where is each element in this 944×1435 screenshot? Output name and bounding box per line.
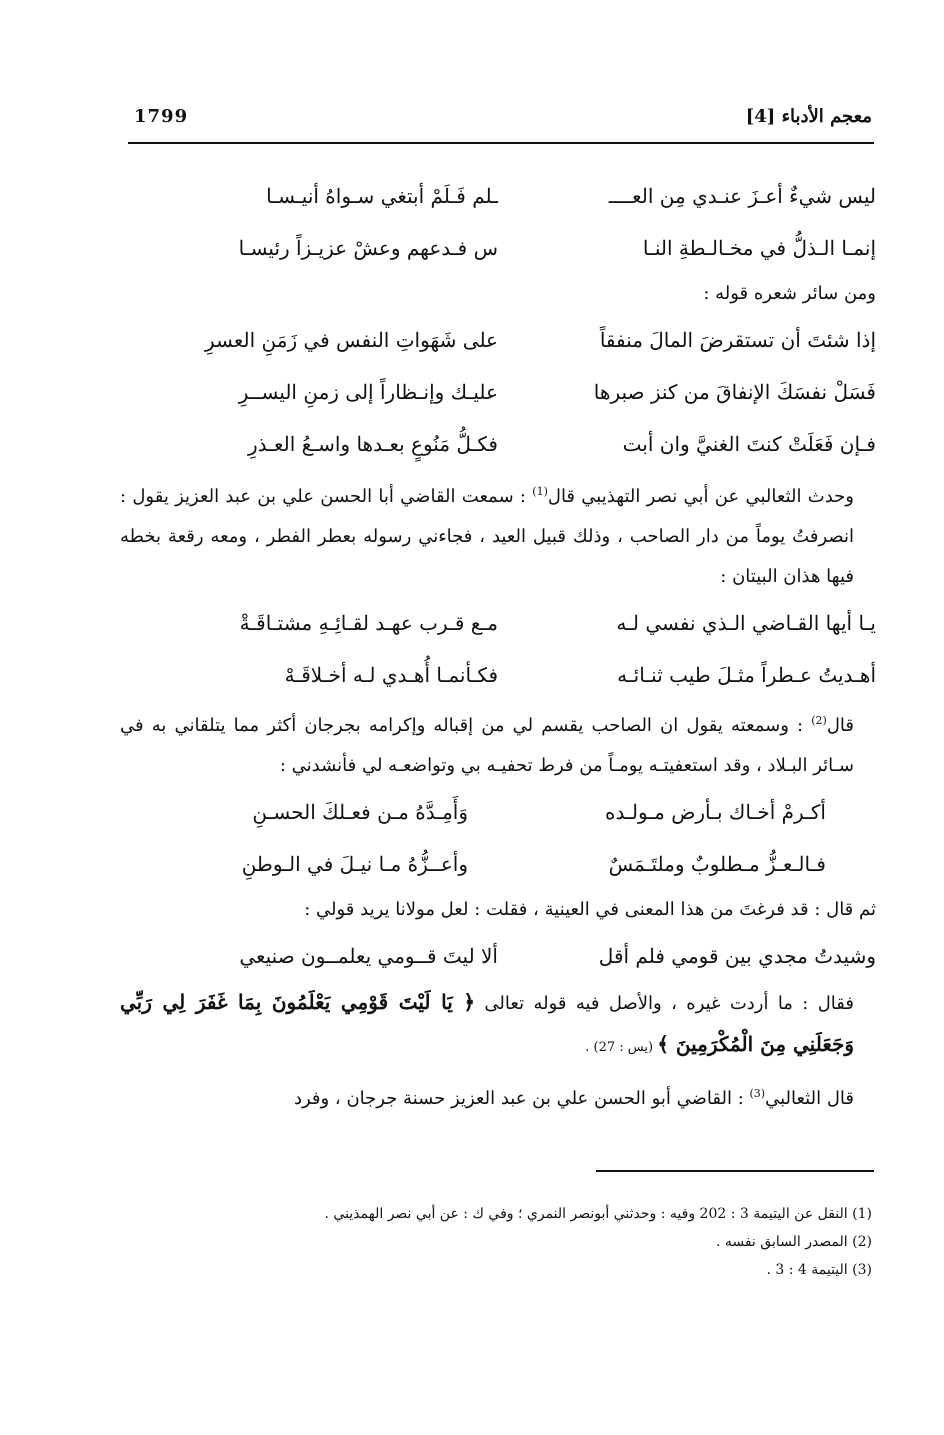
verse-first-hemistich: إنمـا الـذلُّ في مخـالـطةِ النـا [642, 236, 876, 260]
verse-second-hemistich: مـع قـرب عهـد لقـائِـهِ مشتـاقَـةْ [239, 611, 498, 635]
verse-first-hemistich: فـإن فَعَلَتْ كنتَ الغنيَّ وان أبت [622, 432, 876, 456]
verse-first-hemistich: ليس شيءٌ أعـزَ عنـدي مِن العــــ [608, 184, 876, 208]
verse-line [120, 786, 884, 838]
verse-first-hemistich: يـا أيها القـاضي الـذي نفسي لـه [616, 611, 876, 635]
header-divider [128, 142, 874, 144]
verse-first-hemistich: أهـديتُ عـطراً مثـلَ طيب ثنـائـه [617, 663, 876, 687]
verse-second-hemistich: على شَهَواتِ النفس في زَمَنِ العسرِ [204, 328, 498, 352]
verse-line [120, 418, 884, 470]
verse-second-hemistich: ألا ليتَ قــومي يعلمــون صنيعي [239, 944, 498, 968]
verse-line [120, 170, 884, 222]
verse-line [120, 314, 884, 366]
footnote-marker: (3) [749, 1087, 766, 1100]
footnote: (1) النقل عن اليتيمة 3 : 202 وفيه : وحدثني أبونصر النمري ؛ وفي ك : عن أبي نصر الهمذيني . [324, 1206, 872, 1222]
verse-second-hemistich: وَأَمِـدَّهُ مـن فعـلكَ الحسـنِ [252, 800, 468, 824]
verse-line [120, 838, 884, 890]
prose-paragraph: قال الثعالبي$^{(3)}$ : القاضي أبو الحسن علي بن عبد العزيز حسنة جرجان ، وفرد [293, 1087, 854, 1109]
verse-second-hemistich: ـلم فَـلَمْ أبتغي سـواهُ أنيـسـا [266, 184, 498, 208]
footnote: (2) المصدر السابق نفسه . [715, 1234, 872, 1250]
prose-paragraph: وحدث الثعالبي عن أبي نصر التهذيبي قال$^{(1)}$ : سمعت القاضي أبا الحسن علي بن عبد العزيز يقول : انصرفتُ يوماً من دار الصاحب ، وذلك قبيل العيد ، فجاءني رسوله بعطر الفطر ، ومعه رقعة بخطه فيها هذان البيتان : [120, 485, 854, 587]
verse-first-hemistich: فـالـعـزُّ مـطلوبٌ وملتَـمَسٌ [608, 852, 826, 876]
verse-first-hemistich: وشيدتُ مجدي بين قومي فلم أقل [598, 944, 876, 968]
running-head-title: معجم الأدباء [4] [745, 106, 872, 127]
verse-second-hemistich: فكـلُّ مَنُوعٍ بعـدها واسـعُ العـذرِ [247, 432, 498, 456]
prose-paragraph: قال$^{(2)}$ : وسمعته يقول ان الصاحب يقسم لي من إقباله وإكرامه بجرجان أكثر مما يتلقاني به في سـائر البـلاد ، وقد استعفيتـه يومـاً من فرط تحفيـه بي وتواضعـه لي فأنشدني : [120, 714, 854, 776]
verse-line [120, 649, 884, 701]
verse-first-hemistich: أكـرمْ أخـاك بـأرض مـولـده [605, 800, 826, 824]
footnote: (3) اليتيمة 4 : 3 . [766, 1262, 872, 1278]
verse-line [120, 222, 884, 274]
verse-line [120, 597, 884, 649]
verse-second-hemistich: فكـأنمـا أُهـدي لـه أخـلاقَـهْ [284, 663, 498, 687]
page-number: 1799 [134, 106, 189, 127]
quran-reference: (يس : 27) . [585, 1040, 658, 1055]
quran-quotation: ﴿ يَا لَيْتَ قَوْمِي يَعْلَمُونَ بِمَا غَفَرَ لِي رَبِّي وَجَعَلَنِي مِنَ الْمُكْرَمِينَ ﴾ [120, 990, 854, 1056]
footnote-divider [596, 1170, 874, 1172]
page-body [120, 170, 884, 1119]
verse-line [120, 930, 884, 982]
poem-intro: ومن سائر شعره قوله : [703, 283, 876, 304]
verse-line [120, 366, 884, 418]
verse-second-hemistich: عليـك وإنـظاراً إلى زمنِ اليســرِ [238, 380, 498, 404]
verse-second-hemistich: وأعــزُّهُ مـا نيـلَ في الـوطنِ [241, 852, 468, 876]
footnotes [152, 1200, 872, 1284]
footnote-marker: (2) [811, 714, 827, 727]
prose-paragraph: فقال : ما أردت غيره ، والأصل فيه قوله تعالى ﴿ يَا لَيْتَ قَوْمِي يَعْلَمُونَ بِمَا غَفَرَ لِي رَبِّي وَجَعَلَنِي مِنَ الْمُكْرَمِينَ ﴾ (يس : 27) . [120, 990, 854, 1056]
verse-first-hemistich: فَسَلْ نفسَكَ الإنفاقَ من كنز صبرها [593, 380, 876, 404]
verse-first-hemistich: إذا شئتَ أن تستقرضَ المالَ منفقاً [599, 328, 876, 352]
footnote-marker: (1) [532, 485, 548, 498]
verse-second-hemistich: س فـدعهم وعشْ عزيـزاً رئيسـا [238, 236, 498, 260]
prose-paragraph: ثم قال : قد فرغتَ من هذا المعنى في العينية ، فقلت : لعل مولانا يريد قولي : [304, 899, 876, 920]
